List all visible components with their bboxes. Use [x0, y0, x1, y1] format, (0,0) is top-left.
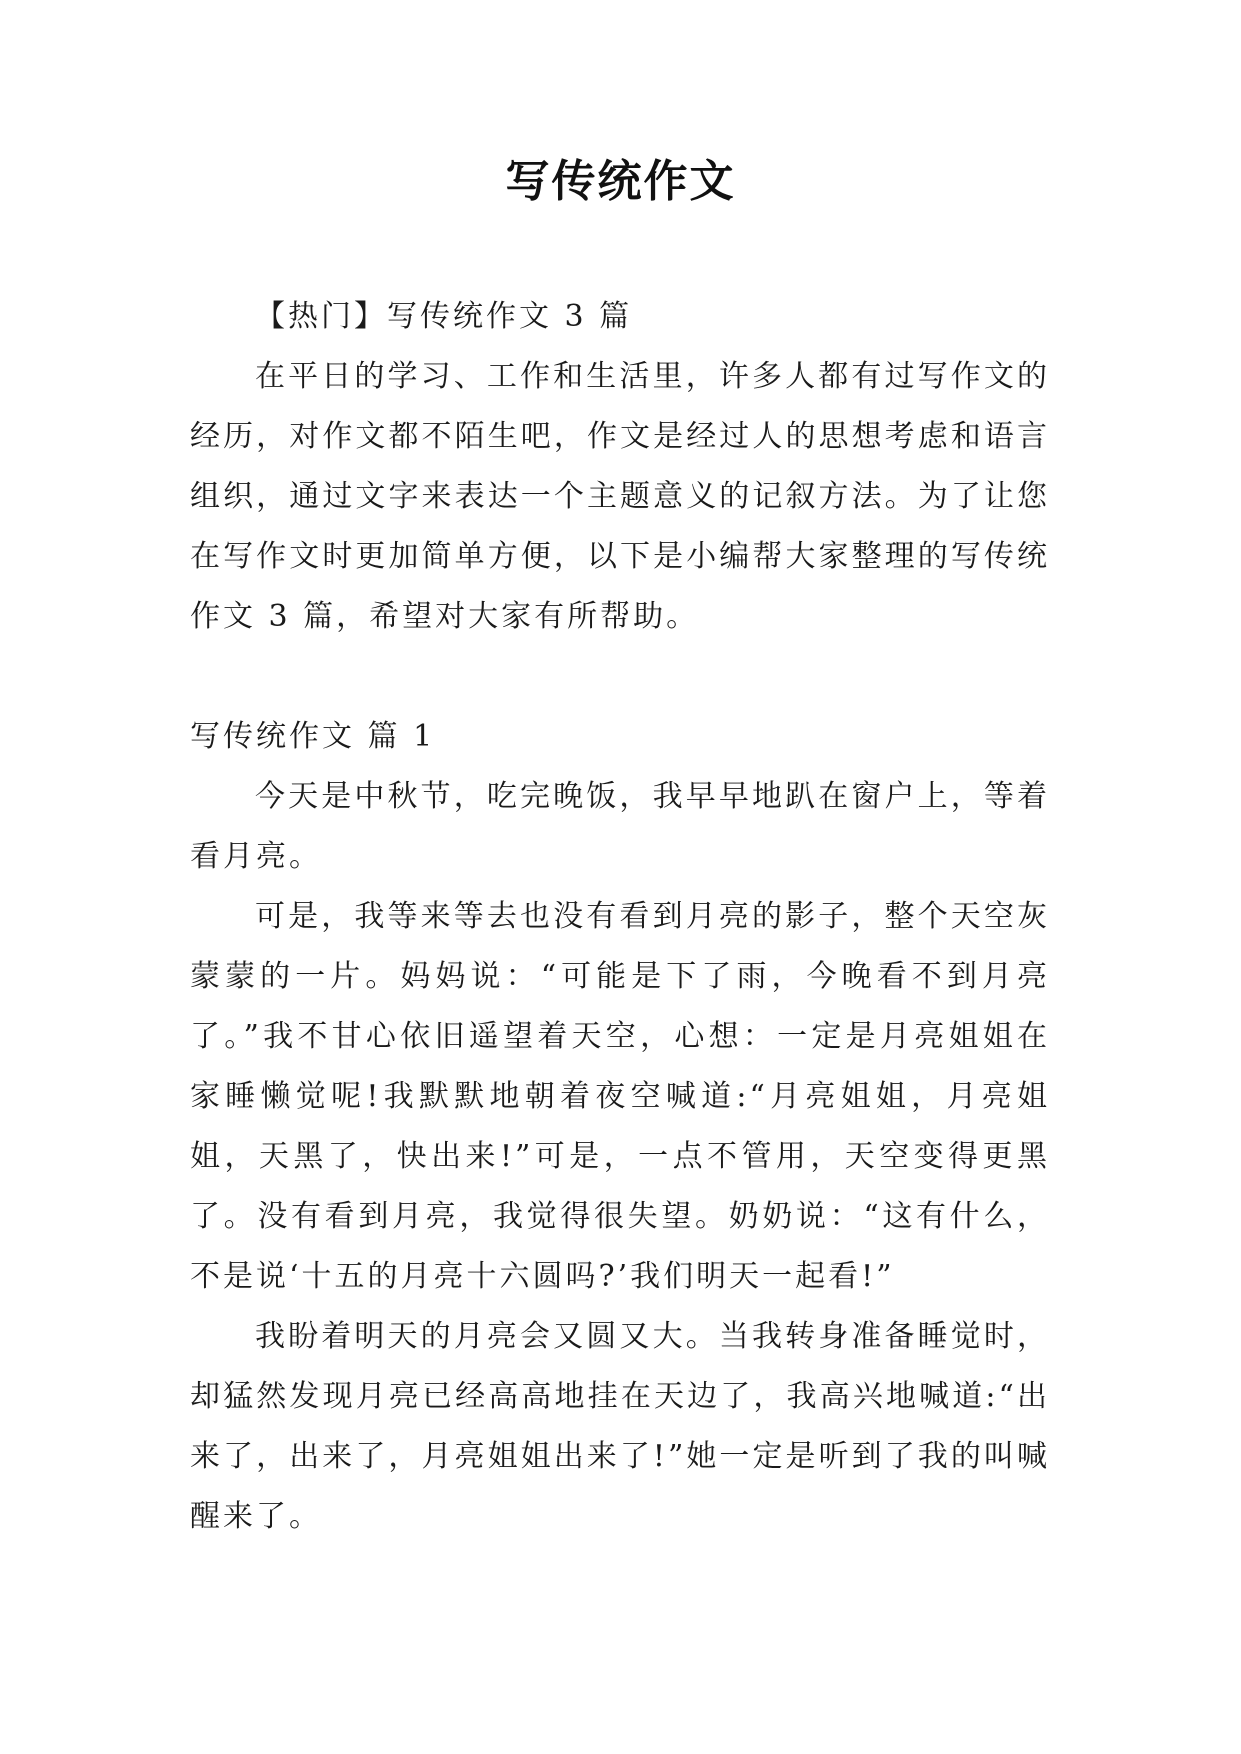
spacer — [190, 647, 1050, 707]
document-body — [190, 287, 1050, 1547]
intro-paragraph: 在平日的学习、工作和生活里，许多人都有过写作文的经历，对作文都不陌生吧，作文是经过人的思想考虑和语言组织，通过文字来表达一个主题意义的记叙方法。为了让您在写作文时更加简单方便，以下是小编帮大家整理的写传统作文 3 篇，希望对大家有所帮助。 — [190, 359, 1050, 634]
body-paragraph: 今天是中秋节，吃完晚饭，我早早地趴在窗户上，等着看月亮。 — [190, 779, 1050, 874]
section-heading: 写传统作文 篇 1 — [190, 719, 436, 754]
body-paragraph: 我盼着明天的月亮会又圆又大。当我转身准备睡觉时，却猛然发现月亮已经高高地挂在天边了，我高兴地喊道:“出来了，出来了，月亮姐姐出来了!”她一定是听到了我的叫喊醒来了。 — [190, 1319, 1050, 1534]
body-paragraph: 可是，我等来等去也没有看到月亮的影子，整个天空灰蒙蒙的一片。妈妈说：“可能是下了雨，今晚看不到月亮了。”我不甘心依旧遥望着天空，心想：一定是月亮姐姐在家睡懒觉呢!我默默地朝着夜空喊道:“月亮姐姐，月亮姐姐，天黑了，快出来!”可是，一点不管用，天空变得更黑了。没有看到月亮，我觉得很失望。奶奶说：“这有什么，不是说‘十五的月亮十六圆吗?’我们明天一起看!” — [190, 899, 1050, 1294]
document-subtitle: 【热门】写传统作文 3 篇 — [255, 299, 633, 334]
document-title: 写传统作文 — [505, 156, 736, 207]
